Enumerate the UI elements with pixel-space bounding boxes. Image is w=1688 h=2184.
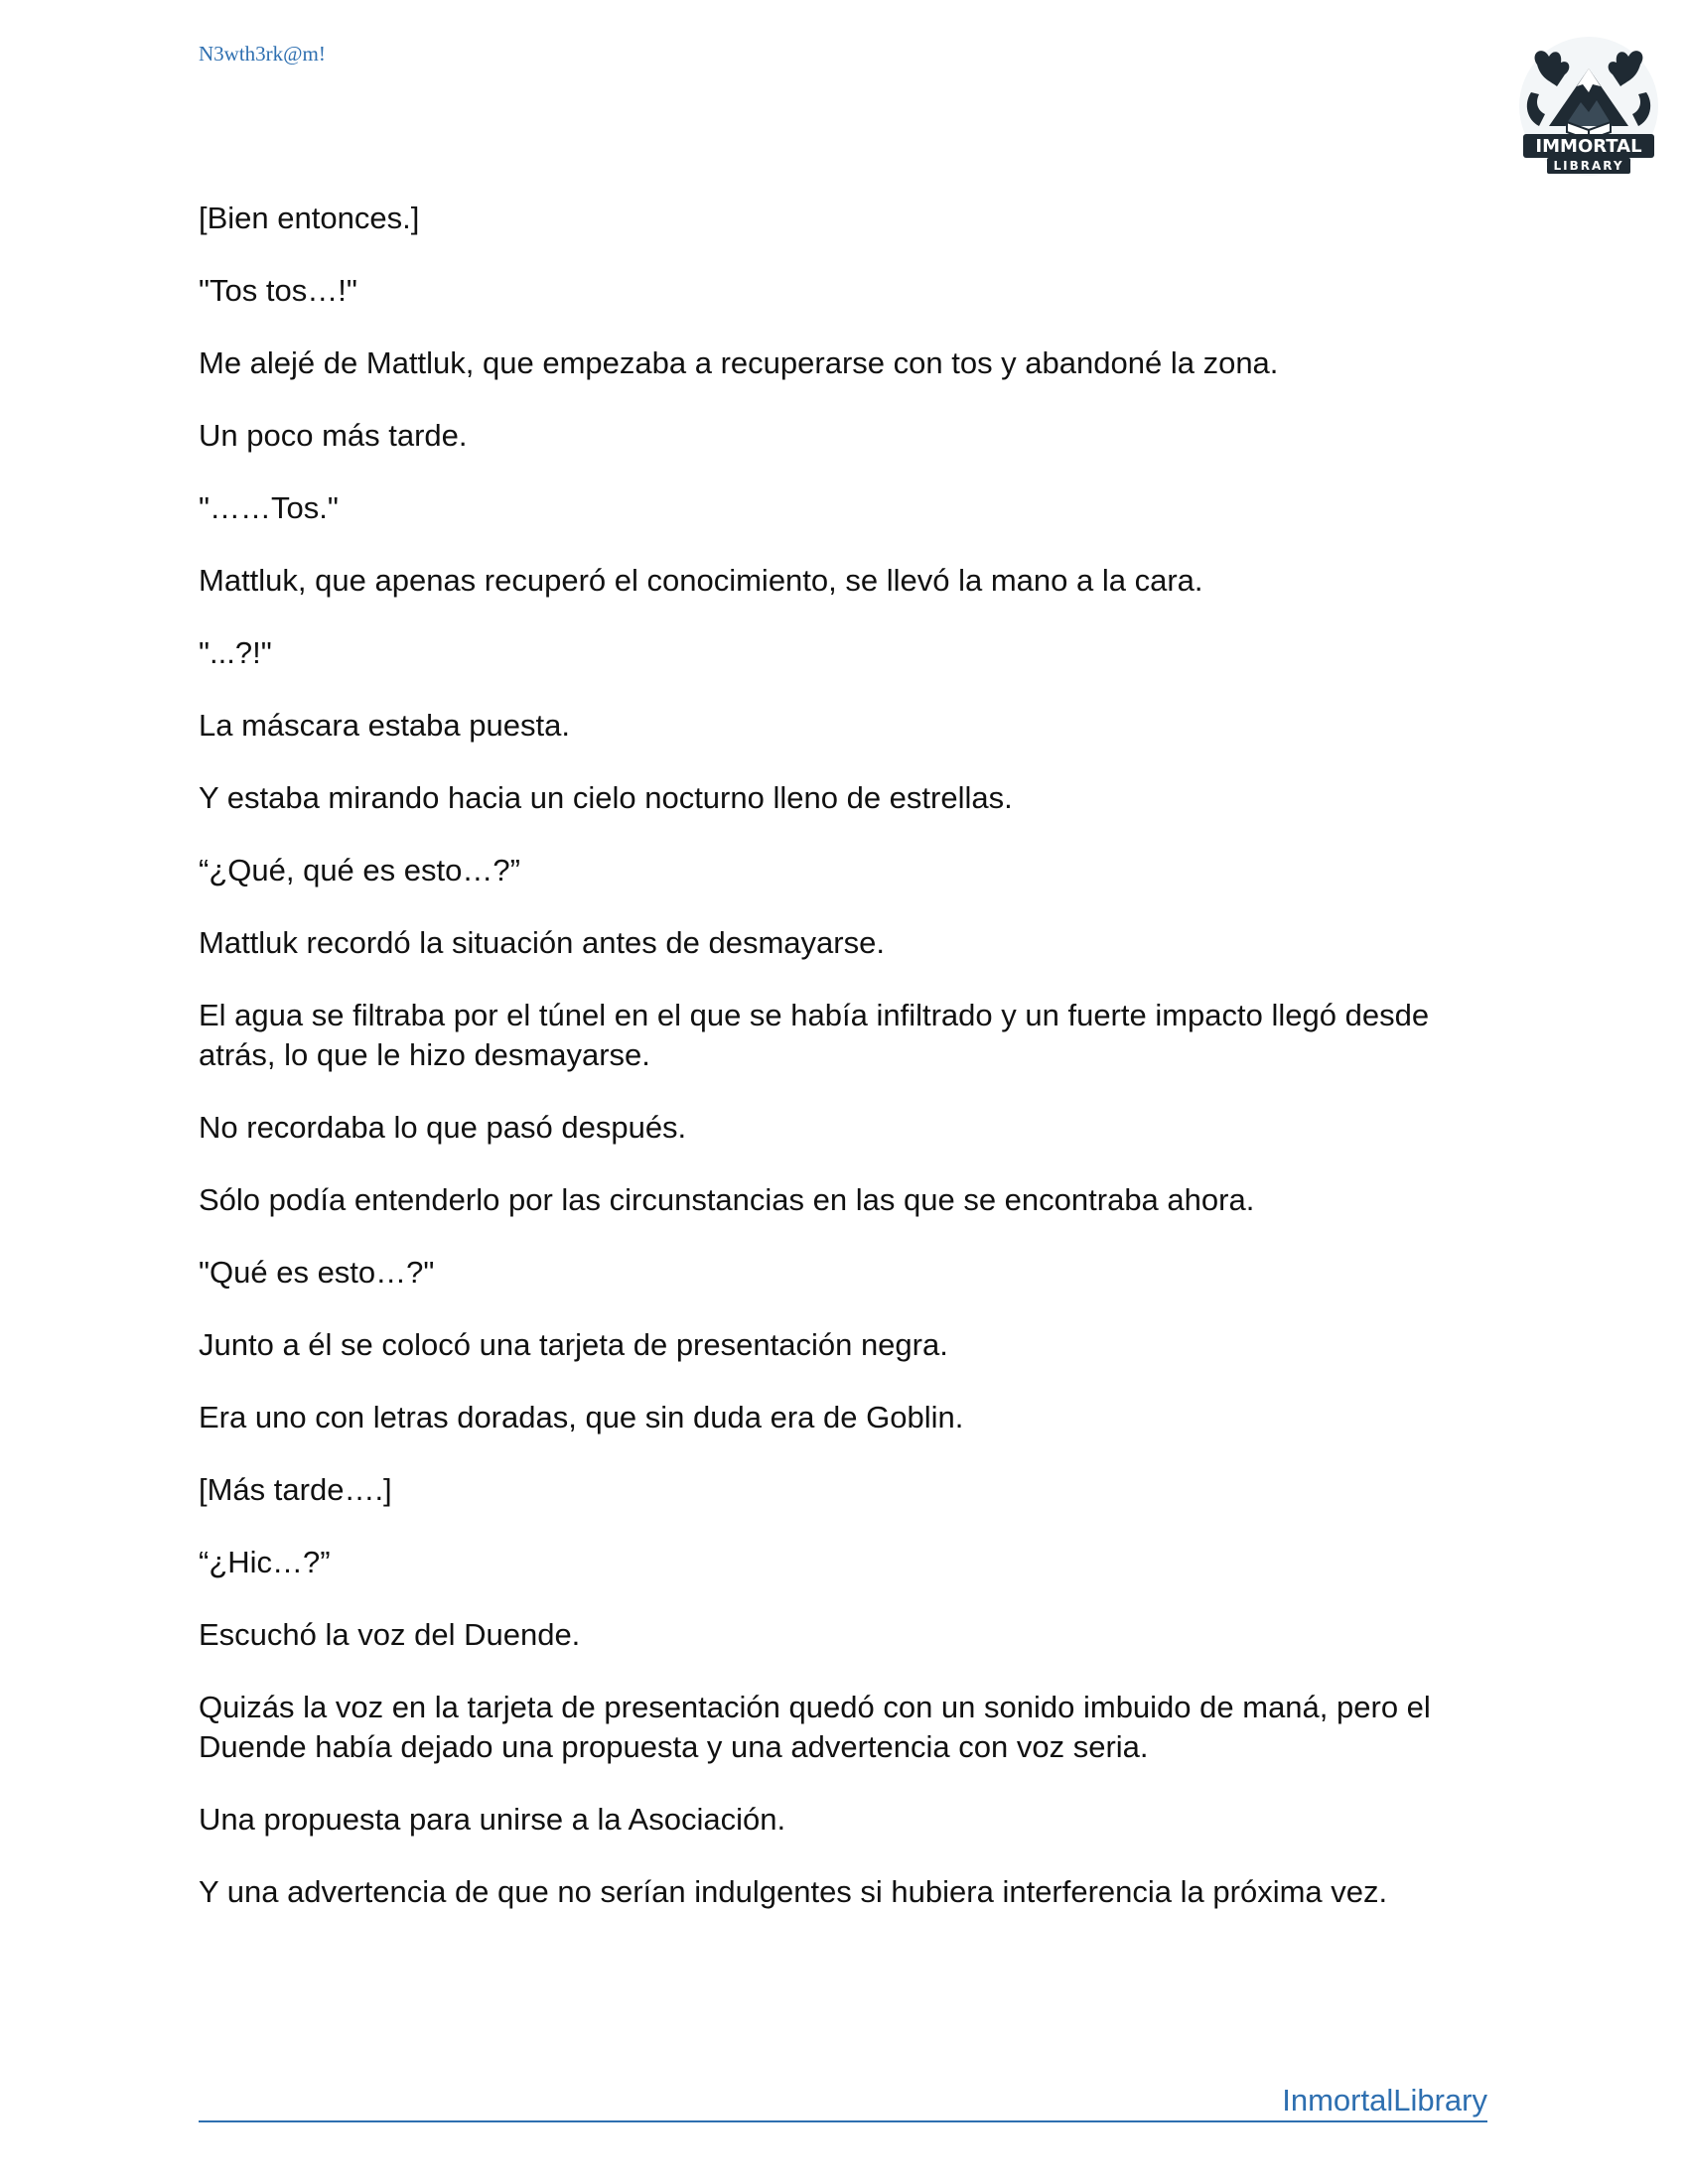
footer-divider bbox=[199, 2120, 1487, 2122]
paragraph: La máscara estaba puesta. bbox=[199, 708, 570, 743]
paragraph: "Tos tos…!" bbox=[199, 273, 357, 308]
document-body bbox=[199, 199, 1489, 1945]
logo-text-immortal: IMMORTAL bbox=[1535, 136, 1642, 157]
paragraph: Mattluk recordó la situación antes de desmayarse. bbox=[199, 925, 885, 960]
paragraph: El agua se filtraba por el túnel en el que se había infiltrado y un fuerte impacto llegó desde atrás, lo que le hizo desmayarse. bbox=[199, 998, 1430, 1072]
paragraph: Era uno con letras doradas, que sin duda era de Goblin. bbox=[199, 1400, 964, 1434]
paragraph: “¿Qué, qué es esto…?” bbox=[199, 853, 520, 887]
uploader-tag: N3wth3rk@m! bbox=[199, 42, 326, 66]
immortal-library-logo bbox=[1509, 35, 1668, 179]
paragraph: No recordaba lo que pasó después. bbox=[199, 1110, 687, 1145]
paragraph: "……Tos." bbox=[199, 490, 339, 525]
logo-text-library: LIBRARY bbox=[1553, 159, 1624, 173]
paragraph: Me alejé de Mattluk, que empezaba a recuperarse con tos y abandoné la zona. bbox=[199, 345, 1279, 380]
paragraph: Un poco más tarde. bbox=[199, 418, 468, 453]
paragraph: "...?!" bbox=[199, 635, 272, 670]
paragraph: [Bien entonces.] bbox=[199, 201, 420, 235]
paragraph: Junto a él se colocó una tarjeta de presentación negra. bbox=[199, 1327, 948, 1362]
paragraph: Mattluk, que apenas recuperó el conocimiento, se llevó la mano a la cara. bbox=[199, 563, 1203, 598]
paragraph: Y una advertencia de que no serían indulgentes si hubiera interferencia la próxima vez. bbox=[199, 1874, 1388, 1909]
paragraph: Sólo podía entenderlo por las circunstancias en las que se encontraba ahora. bbox=[199, 1182, 1255, 1217]
paragraph: Y estaba mirando hacia un cielo nocturno lleno de estrellas. bbox=[199, 780, 1013, 815]
paragraph: Escuchó la voz del Duende. bbox=[199, 1617, 581, 1652]
paragraph: “¿Hic…?” bbox=[199, 1545, 331, 1579]
paragraph: Quizás la voz en la tarjeta de presentación quedó con un sonido imbuido de maná, pero el Duende había dejado una propuesta y una advertencia con voz seria. bbox=[199, 1690, 1431, 1764]
paragraph: "Qué es esto…?" bbox=[199, 1255, 435, 1290]
paragraph: Una propuesta para unirse a la Asociación. bbox=[199, 1802, 786, 1837]
footer-link[interactable]: InmortalLibrary bbox=[1282, 2083, 1487, 2117]
paragraph: [Más tarde….] bbox=[199, 1472, 392, 1507]
